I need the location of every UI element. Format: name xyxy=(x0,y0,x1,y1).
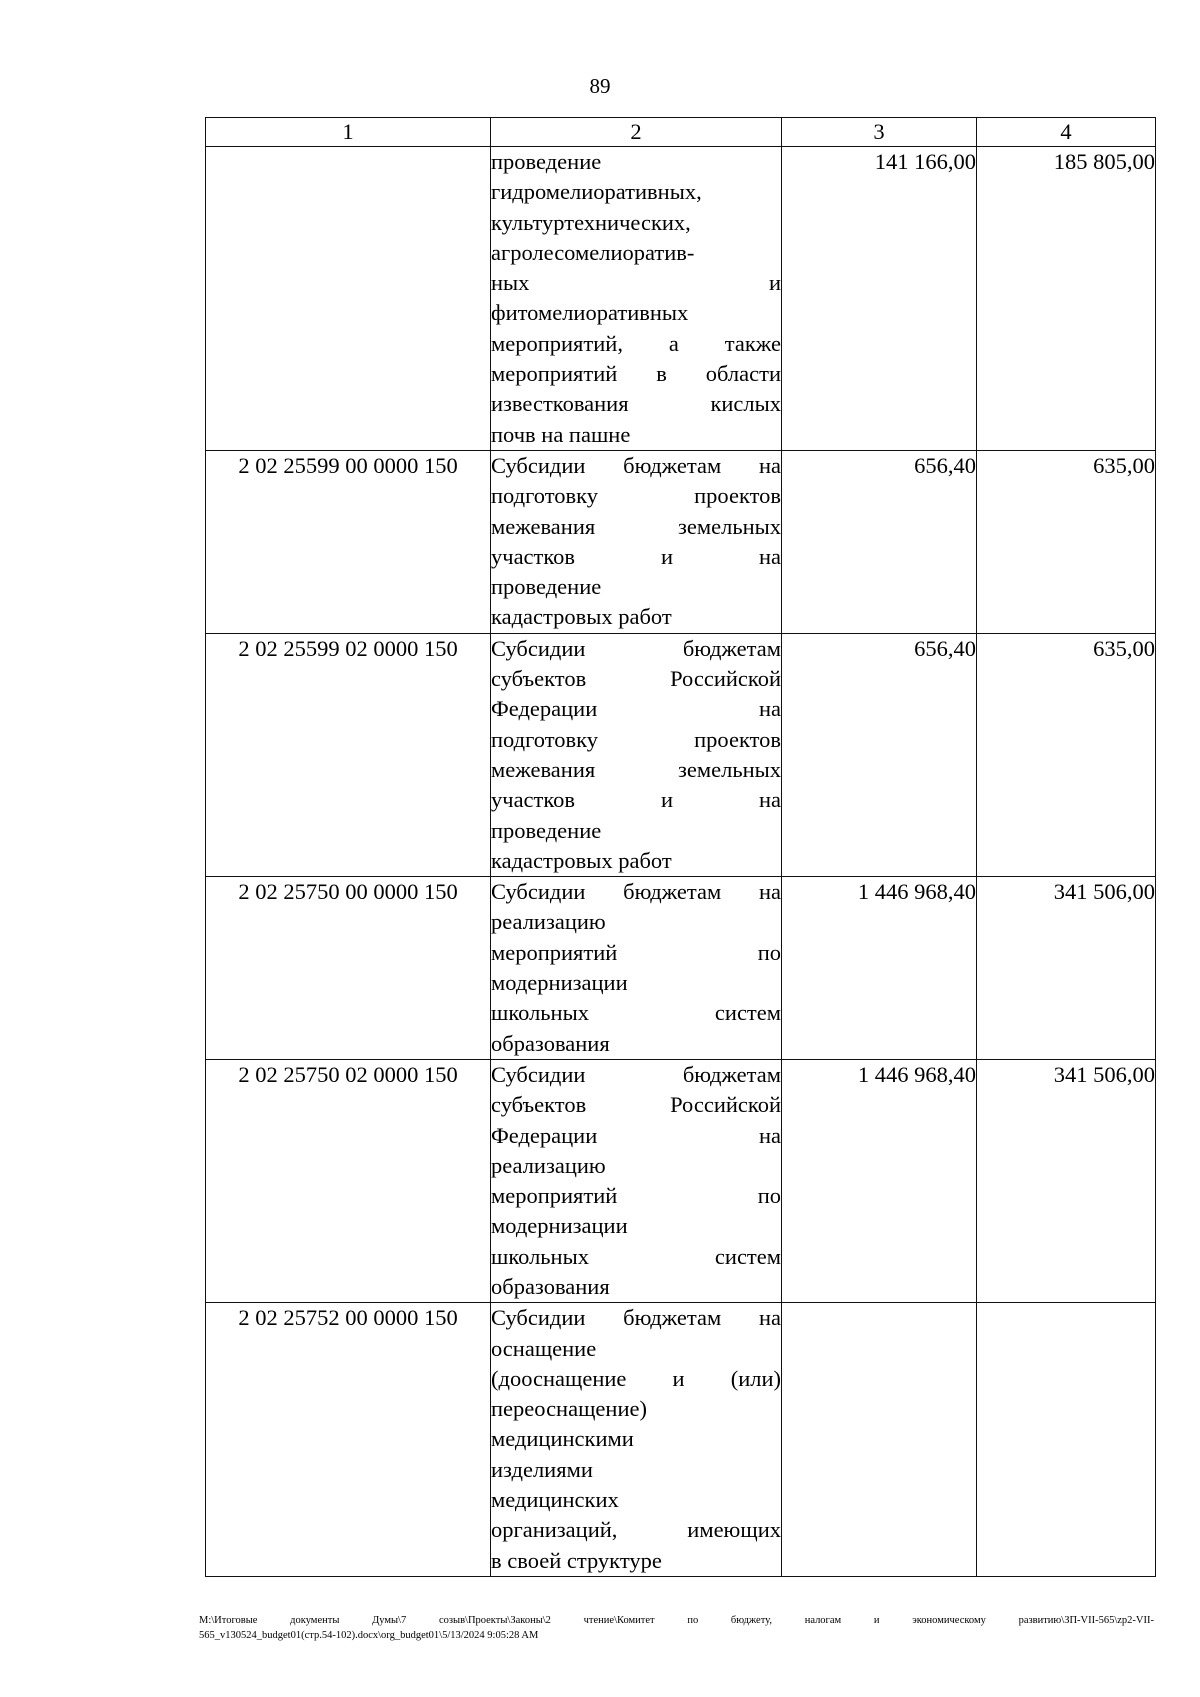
budget-code-cell: 2 02 25752 00 0000 150 xyxy=(206,1303,491,1577)
amount-col3-cell: 656,40 xyxy=(782,450,977,633)
description-line: медицинских xyxy=(491,1487,619,1513)
column-header-4: 4 xyxy=(977,118,1156,147)
amount-col3-cell: 1 446 968,40 xyxy=(782,877,977,1060)
description-line: фитомелиоративных xyxy=(491,300,689,326)
description-line: участков и на xyxy=(491,787,781,813)
description-line: переоснащение) xyxy=(491,1396,647,1422)
amount-col4-cell: 635,00 xyxy=(977,450,1156,633)
description-line: реализацию xyxy=(491,1152,606,1178)
page-number: 89 xyxy=(589,74,611,98)
description-line: культуртехнических, xyxy=(491,209,691,235)
table-header-row xyxy=(206,118,1156,147)
amount-col4-cell: 341 506,00 xyxy=(977,1059,1156,1302)
description-line: школьных систем xyxy=(491,1243,781,1269)
description-cell xyxy=(491,450,782,633)
amount-col3-cell: 1 446 968,40 xyxy=(782,1059,977,1302)
description-line: подготовку проектов xyxy=(491,483,781,509)
description-line: известкования кислых xyxy=(491,391,781,417)
description-line: проведение xyxy=(491,574,602,600)
description-line: Федерации на xyxy=(491,1122,781,1148)
table-row xyxy=(206,633,1156,876)
description-line: межевания земельных xyxy=(491,513,781,539)
description-cell xyxy=(491,147,782,451)
description-line: мероприятий в области xyxy=(491,361,781,387)
budget-code-cell: 2 02 25599 00 0000 150 xyxy=(206,450,491,633)
footer-line-1: М:\Итоговые документы Думы\7 созыв\Проекты\Законы\2 чтение\Комитет по бюджету, налогам и экономическому развитию\ЗП-VII-565\zp2-VII- xyxy=(199,1615,1154,1626)
amount-col4-cell: 635,00 xyxy=(977,633,1156,876)
budget-code-cell: 2 02 25750 00 0000 150 xyxy=(206,877,491,1060)
description-line: модернизации xyxy=(491,1213,628,1239)
description-line: субъектов Российской xyxy=(491,666,781,692)
column-header-3: 3 xyxy=(782,118,977,147)
amount-col3-cell: 656,40 xyxy=(782,633,977,876)
description-line: ных и xyxy=(491,270,781,296)
description-line: межевания земельных xyxy=(491,756,781,782)
column-header-1: 1 xyxy=(206,118,491,147)
table-row xyxy=(206,147,1156,451)
table-row xyxy=(206,877,1156,1060)
description-line: оснащение xyxy=(491,1335,597,1361)
file-path-footer xyxy=(199,1613,1154,1643)
description-line: мероприятий, а также xyxy=(491,330,781,356)
amount-col3-cell: 141 166,00 xyxy=(782,147,977,451)
description-line: модернизации xyxy=(491,970,628,996)
table-row xyxy=(206,450,1156,633)
table-row xyxy=(206,1303,1156,1577)
description-line: Субсидии бюджетам xyxy=(491,1061,781,1087)
description-line: агролесомелиоратив- xyxy=(491,239,695,265)
amount-col4-cell xyxy=(977,1303,1156,1577)
column-header-2: 2 xyxy=(491,118,782,147)
footer-line-2: 565_v130524_budget01(стр.54-102).docx\org_budget01\5/13/2024 9:05:28 AM xyxy=(199,1630,539,1641)
description-cell xyxy=(491,633,782,876)
description-line: почв на пашне xyxy=(491,421,631,447)
description-line: участков и на xyxy=(491,543,781,569)
description-line: субъектов Российской xyxy=(491,1092,781,1118)
budget-code-cell xyxy=(206,147,491,451)
description-line: проведение xyxy=(491,149,602,174)
description-cell xyxy=(491,1303,782,1577)
description-line: Субсидии бюджетам xyxy=(491,635,781,661)
description-line: школьных систем xyxy=(491,1000,781,1026)
description-line: образования xyxy=(491,1030,610,1056)
description-line: кадастровых работ xyxy=(491,847,672,873)
description-line: Субсидии бюджетам на xyxy=(491,1305,781,1331)
description-line: в своей структуре xyxy=(491,1547,662,1573)
budget-code-cell: 2 02 25599 02 0000 150 xyxy=(206,633,491,876)
budget-code-cell: 2 02 25750 02 0000 150 xyxy=(206,1059,491,1302)
description-line: Федерации на xyxy=(491,696,781,722)
budget-table xyxy=(205,117,1156,1577)
description-line: мероприятий по xyxy=(491,939,781,965)
table-row xyxy=(206,1059,1156,1302)
description-line: Субсидии бюджетам на xyxy=(491,879,781,905)
description-cell xyxy=(491,877,782,1060)
amount-col3-cell xyxy=(782,1303,977,1577)
description-cell xyxy=(491,1059,782,1302)
amount-col4-cell: 185 805,00 xyxy=(977,147,1156,451)
description-line: проведение xyxy=(491,817,602,843)
description-line: мероприятий по xyxy=(491,1183,781,1209)
description-line: медицинскими xyxy=(491,1426,634,1452)
description-line: Субсидии бюджетам на xyxy=(491,452,781,478)
description-line: (дооснащение и (или) xyxy=(491,1365,781,1391)
description-line: гидромелиоративных, xyxy=(491,179,702,205)
description-line: образования xyxy=(491,1273,610,1299)
amount-col4-cell: 341 506,00 xyxy=(977,877,1156,1060)
description-line: организаций, имеющих xyxy=(491,1517,781,1543)
description-line: изделиями xyxy=(491,1456,593,1482)
description-line: подготовку проектов xyxy=(491,726,781,752)
description-line: кадастровых работ xyxy=(491,604,672,630)
description-line: реализацию xyxy=(491,909,606,935)
